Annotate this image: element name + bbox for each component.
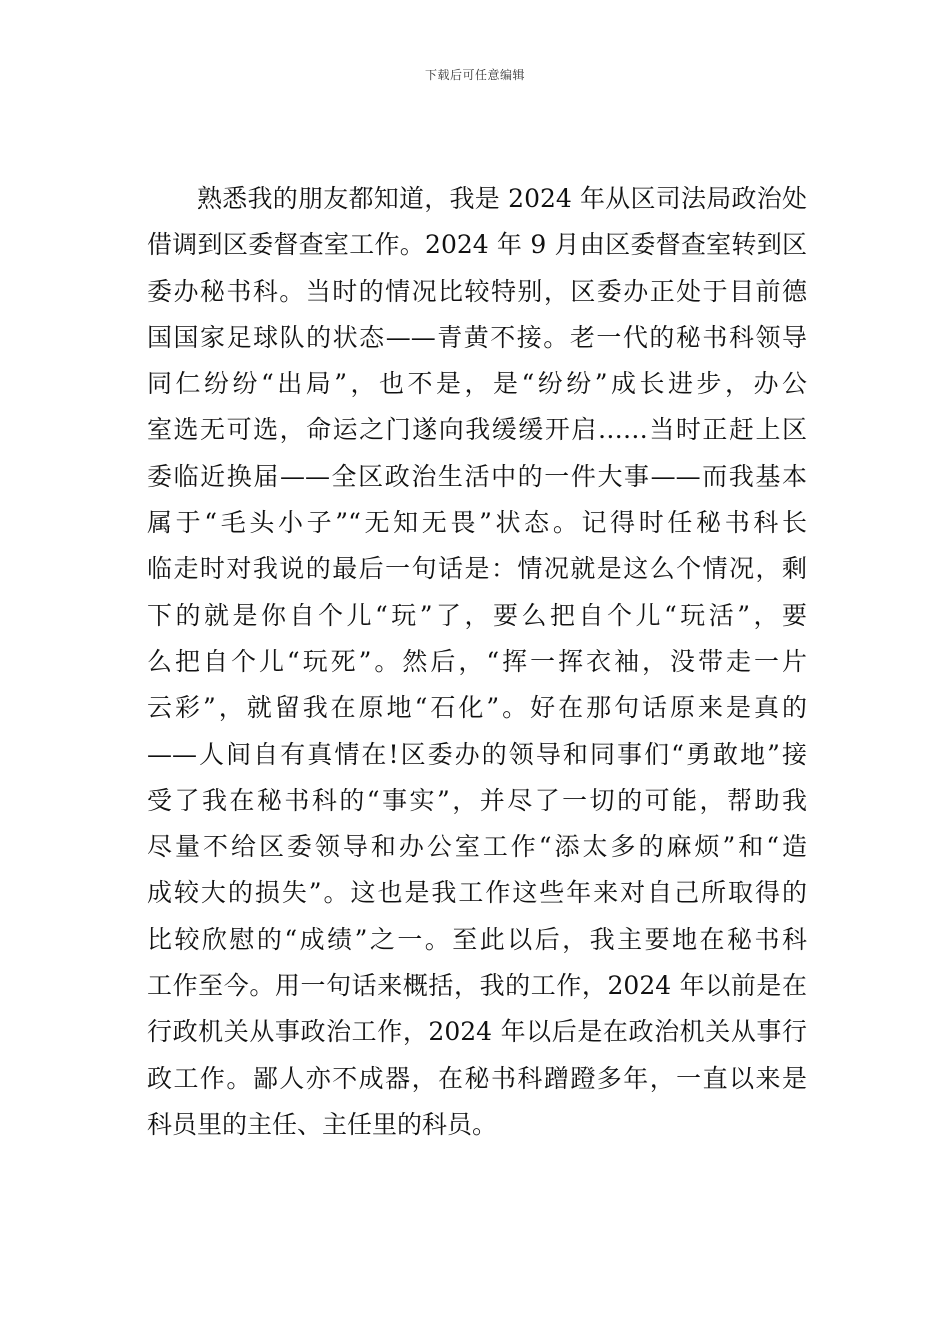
paragraph-line: 委办秘书科。当时的情况比较特别，区委办正处于目前德 xyxy=(147,276,807,306)
paragraph-line: 国国家足球队的状态——青黄不接。老一代的秘书科领导 xyxy=(147,322,807,352)
paragraph-line: 尽量不给区委领导和办公室工作“添太多的麻烦”和“造 xyxy=(147,832,807,862)
paragraph-line: 工作至今。用一句话来概括，我的工作，2024 年以前是在 xyxy=(147,971,807,1001)
paragraph-line: 委临近换届——全区政治生活中的一件大事——而我基本 xyxy=(147,461,807,491)
paragraph-line: 科员里的主任、主任里的科员。 xyxy=(147,1109,498,1139)
paragraph-line: 下的就是你自个儿“玩”了，要么把自个儿“玩活”，要 xyxy=(147,600,807,630)
paragraph-line: 属于“毛头小子”“无知无畏”状态。记得时任秘书科长 xyxy=(147,508,807,538)
paragraph-line: 行政机关从事政治工作，2024 年以后是在政治机关从事行 xyxy=(147,1017,807,1047)
paragraph-line: 么把自个儿“玩死”。然后，“挥一挥衣袖，没带走一片 xyxy=(147,646,807,676)
paragraph-line: 借调到区委督查室工作。2024 年 9 月由区委督查室转到区 xyxy=(147,230,807,260)
paragraph-line: 熟悉我的朋友都知道，我是 2024 年从区司法局政治处 xyxy=(197,184,807,213)
paragraph-line: 室选无可选，命运之门遂向我缓缓开启……当时正赶上区 xyxy=(147,415,807,445)
paragraph-line: 受了我在秘书科的“事实”，并尽了一切的可能，帮助我 xyxy=(147,785,807,815)
paragraph-line: 临走时对我说的最后一句话是：情况就是这么个情况，剩 xyxy=(147,554,807,584)
body-paragraph xyxy=(147,176,807,1148)
paragraph-line: 比较欣慰的“成绩”之一。至此以后，我主要地在秘书科 xyxy=(147,924,807,954)
paragraph-line: 成较大的损失”。这也是我工作这些年来对自己所取得的 xyxy=(147,878,807,908)
paragraph-line: ——人间自有真情在!区委办的领导和同事们“勇敢地”接 xyxy=(147,739,807,769)
paragraph-line: 同仁纷纷“出局”，也不是，是“纷纷”成长进步，办公 xyxy=(147,369,807,399)
paragraph-line: 政工作。鄙人亦不成器，在秘书科蹭蹬多年，一直以来是 xyxy=(147,1063,807,1093)
paragraph-line: 云彩”，就留我在原地“石化”。好在那句话原来是真的 xyxy=(147,693,807,723)
page-header: 下载后可任意编辑 xyxy=(424,68,525,82)
